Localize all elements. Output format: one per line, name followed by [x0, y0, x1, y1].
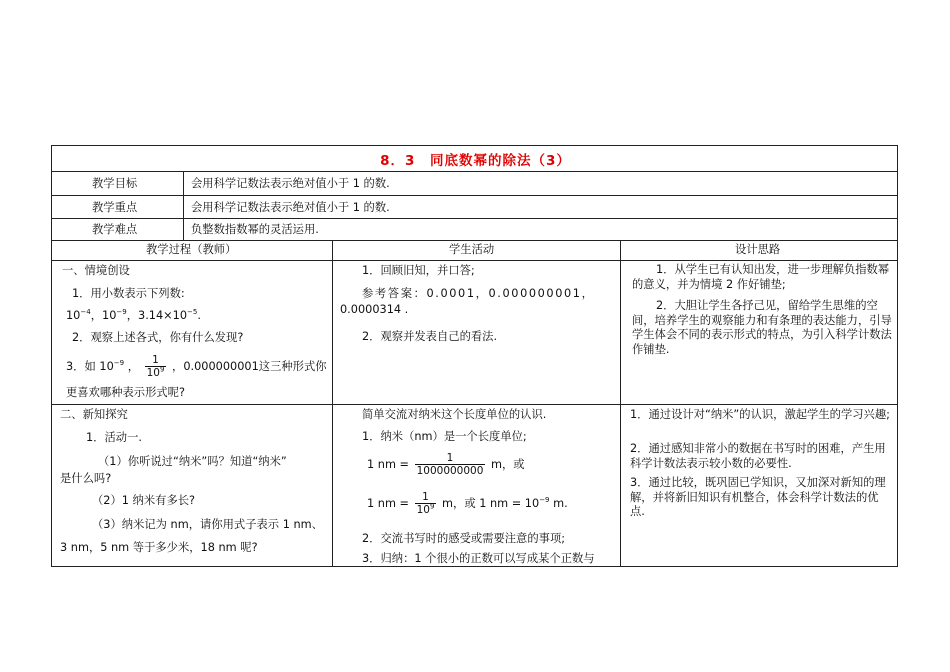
- fraction: $\frac{1}{10^9}$: [416, 491, 435, 516]
- section2-q1-cont: 是什么吗?: [60, 472, 112, 485]
- page-title: 8．3 同底数幂的除法（3）: [380, 153, 571, 169]
- section2-q1: （1）你听说过“纳米”吗？知道“纳米”: [98, 455, 287, 468]
- key-text: 会用科学记数法表示绝对值小于 1 的数.: [191, 201, 390, 214]
- section1-student-answer: 参考答案：0.0001，0.000000001，: [362, 287, 595, 300]
- section2-q3: （3）纳米记为 nm，请你用式子表示 1 nm、: [92, 518, 323, 531]
- lesson-plan-table: [51, 145, 898, 567]
- row-divider: [52, 240, 897, 241]
- section1-q1: 1．用小数表示下列数:: [72, 287, 185, 300]
- goal-text: 会用科学记数法表示绝对值小于 1 的数.: [191, 177, 390, 190]
- header-student: 学生活动: [449, 243, 495, 256]
- col-divider: [332, 240, 333, 566]
- section2-heading: 二、新知探究: [60, 408, 128, 421]
- section1-design-2: 2．大胆让学生各抒己见，留给学生思维的空间，培养学生的观察能力和有条理的表达能力，引导学生体会不同的表示形式的特点，为引入科学计数法作铺垫.: [632, 299, 892, 356]
- section1-student-answer-cont: 0.0000314 .: [340, 303, 409, 316]
- section1-student-1: 1．回顾旧知，并口答;: [362, 264, 475, 277]
- section2-formula-2: 1 nm = $\frac{1}{10^9}$ m，或 1 nm = $10^{-9}$ m.: [367, 491, 568, 516]
- section2-design-3: 3．通过比较，既巩固已学知识，又加深对新知的理解，并将新旧知识有机整合，体会科学计数法的优点.: [630, 476, 886, 518]
- section1-design-1: 1．从学生已有认知出发，进一步理解负指数幂的意义，并为情境 2 作好铺垫;: [632, 263, 890, 291]
- header-process: 教学过程（教师）: [146, 243, 237, 256]
- fraction: $\frac{1}{1000000000}$: [416, 452, 484, 477]
- fraction: $\frac{1}{10^9}$: [146, 354, 165, 379]
- section1-numbers: $10^{-4}$，$10^{-9}$，$3.14\times 10^{-5}$.: [66, 308, 201, 322]
- section1-student-2: 2．观察并发表自己的看法.: [362, 330, 498, 343]
- col-divider: [620, 240, 621, 566]
- goal-label: 教学目标: [92, 177, 138, 190]
- section2-design-1: 1．通过设计对“纳米”的认识，激起学生的学习兴趣;: [630, 408, 890, 421]
- key-label: 教学重点: [92, 201, 138, 214]
- section2-design-2: 2．通过感知非常小的数据在书写时的困难，产生用科学计数法表示较小数的必要性.: [630, 442, 886, 470]
- section2-activity: 1．活动一.: [86, 431, 142, 444]
- section2-formula-1: 1 nm = $\frac{1}{1000000000}$ m，或: [367, 452, 525, 477]
- section2-q2: （2）1 纳米有多长?: [92, 494, 196, 507]
- section1-heading: 一、情境创设: [62, 264, 130, 277]
- row-divider: [52, 171, 897, 172]
- section2-student-3: 3．归纳：1 个很小的正数可以写成某个正数与: [362, 552, 595, 565]
- difficulty-text: 负整数指数幂的灵活运用.: [191, 223, 319, 236]
- difficulty-label: 教学难点: [92, 223, 138, 236]
- row-divider: [52, 195, 897, 196]
- section1-q3: 3．如 $10^{-9}$ ， $\frac{1}{10^9}$ ，0.000000001这三种形式你: [66, 354, 327, 379]
- section2-student-intro: 简单交流对纳米这个长度单位的认识.: [362, 408, 547, 421]
- row-divider: [52, 218, 897, 219]
- section1-q3-line2: 更喜欢哪种表示形式呢?: [66, 386, 185, 399]
- col-divider: [183, 171, 184, 240]
- section2-student-1: 1．纳米（nm）是一个长度单位;: [362, 430, 527, 443]
- row-divider: [52, 260, 897, 261]
- section1-q2: 2．观察上述各式，你有什么发现?: [72, 331, 244, 344]
- section2-q3-cont: 3 nm，5 nm 等于多少米，18 nm 呢?: [60, 541, 258, 554]
- section2-student-2: 2．交流书写时的感受或需要注意的事项;: [362, 532, 566, 545]
- row-divider: [52, 404, 897, 405]
- header-design: 设计思路: [735, 243, 781, 256]
